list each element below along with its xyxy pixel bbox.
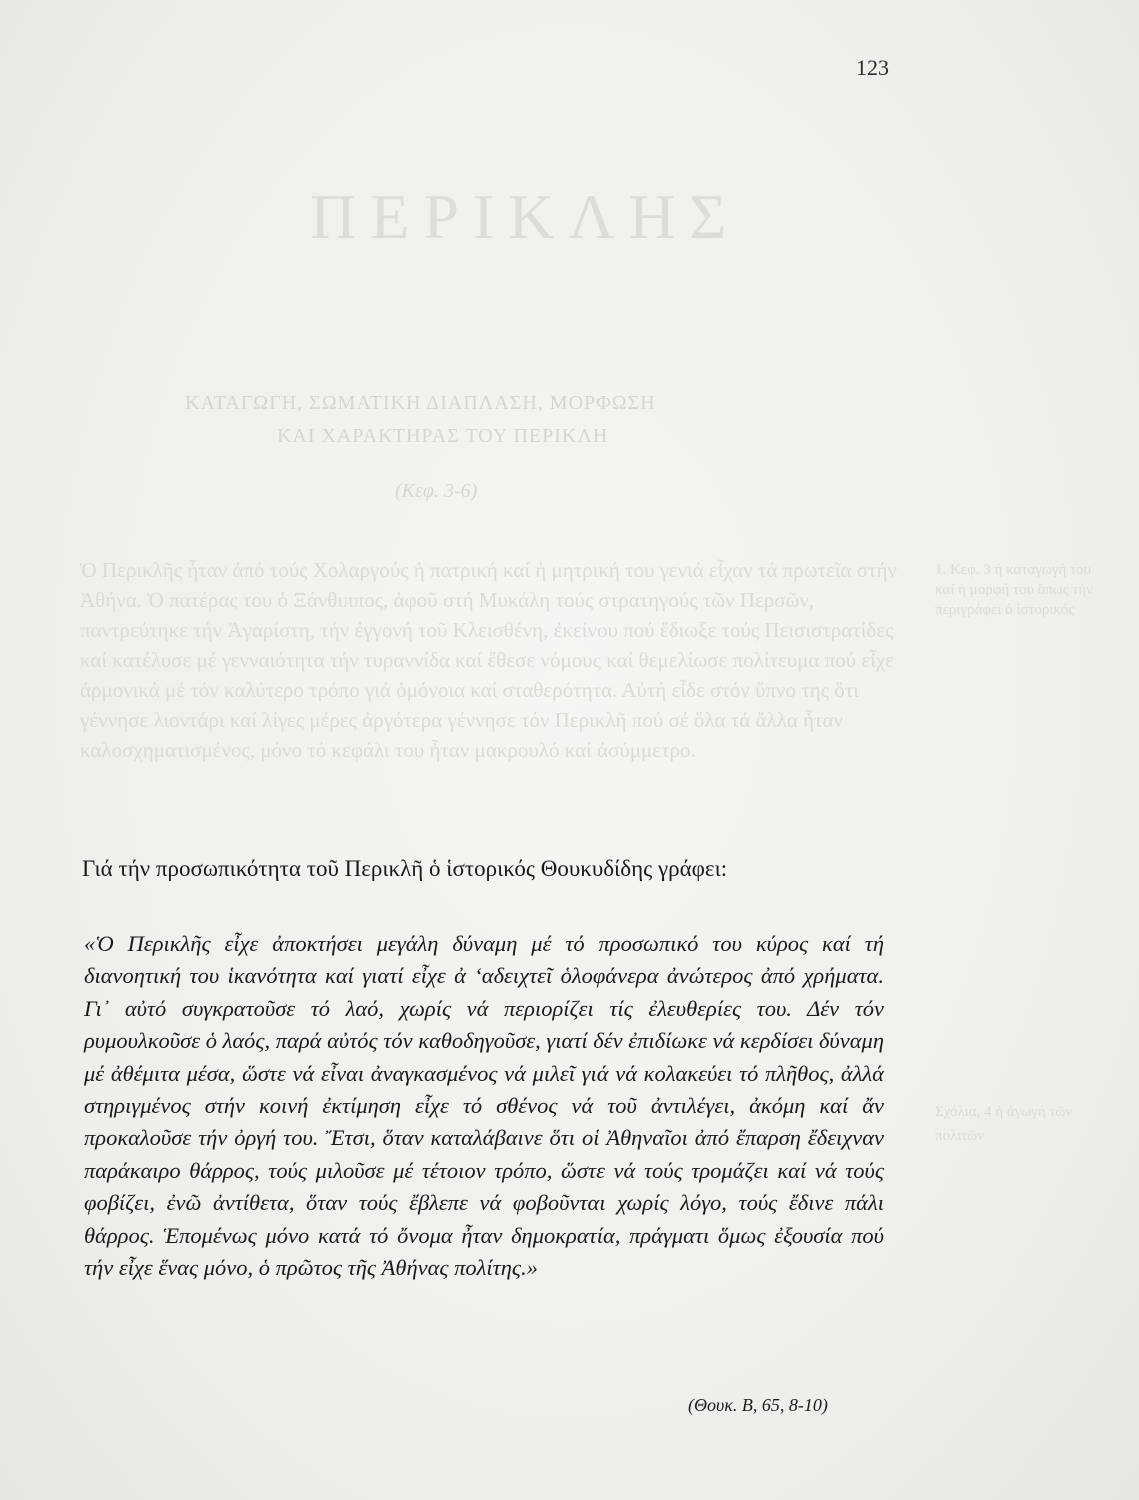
page-number: 123 bbox=[856, 55, 889, 80]
show-through-subtitle: ΚΑΤΑΓΩΓΗ, ΣΩΜΑΤΙΚΗ ΔΙΑΠΛΑΣΗ, ΜΟΡΦΩΣΗ bbox=[185, 392, 656, 414]
show-through-subtitle: ΚΑΙ ΧΑΡΑΚΤΗΡΑΣ ΤΟΥ ΠΕΡΙΚΛΗ bbox=[277, 425, 609, 447]
show-through-margin-note: 1. Κεφ. 3 ἡ καταγωγή του καί ἡ μορφή του ὅπως τήν περιγράφει ὁ ἱστορικός bbox=[935, 562, 1093, 618]
show-through-title: ΠΕΡΙΚΛΗΣ bbox=[310, 181, 741, 252]
quote-text: «Ὁ Περικλῆς εἶχε ἀποκτήσει μεγάλη δύναμη μέ τό προσωπικό του κύρος καί τή διανοητική του ἱκανότητα καί γιατί εἶχε ἀ ‘αδειχτεῖ ὁλοφάνερα ἀνώτερος ἀπό χρήματα. Γι᾽ αὐτό συγκρατοῦσε τό λαό, χωρίς νά περιορίζει τίς ἐλευθερίες του. Δέν τόν ρυμουλκοῦσε ὁ λαός, παρά αὐτός τόν καθοδηγοῦσε, γιατί δέν ἐπιδίωκε νά κερδίσει δύναμη μέ ἀθέμιτα μέσα, ὥστε νά εἶναι ἀναγκασμένος νά μιλεῖ γιά νά κολακεύει τό πλῆθος, ἀλλά στηριγμένος στήν κοινή ἐκτίμηση εἶχε τό σθένος νά τοῦ ἀντιλέγει, ἀκόμη καί ἄν προκαλοῦσε τήν ὀργή του. Ἔτσι, ὅταν καταλάβαινε ὅτι οἱ Ἀθηναῖοι ἀπό ἔπαρση ἔδειχναν παράκαιρο θάρρος, τούς μιλοῦσε μέ τέτοιον τρόπο, ὥστε νά τούς τρομάζει καί νά τούς φοβίζει, ἐνῶ ἀντίθετα, ὅταν τούς ἔβλεπε νά φοβοῦνται χωρίς λόγο, τούς ἔδινε πάλι θάρρος. Ἑπομένως μόνο κατά τό ὄνομα ἦταν δημοκρατία, πράγματι ὅμως ἐξουσία πού τήν εἶχε ἕνας μόνο, ὁ πρῶτος τῆς Ἀθήνας πολίτης.» bbox=[84, 931, 884, 1281]
intro-paragraph: Γιά τήν προσωπικότητα τοῦ Περικλῆ ὁ ἱστορικός Θουκυδίδης γράφει: bbox=[82, 856, 728, 881]
quote-citation: (Θουκ. Β, 65, 8-10) bbox=[688, 1395, 828, 1415]
show-through-margin-note: Σχόλια, 4 ἡ ἀγωγή τῶν πολιτῶν bbox=[935, 1104, 1073, 1144]
thucydides-quote bbox=[84, 928, 884, 1284]
show-through-chapter: (Κεφ. 3-6) bbox=[395, 480, 478, 502]
show-through-body: Ὁ Περικλῆς ἦταν ἀπό τούς Χολαργούς ἡ πατρική καί ἡ μητρική του γενιά εἶχαν τά πρωτεῖα στήν Ἀθήνα. Ὁ πατέρας του ὁ Ξάνθιππος, ἀφοῦ στή Μυκάλη τούς στρατηγούς τῶν Περσῶν, παντρεύτηκε τήν Ἀγαρίστη, τήν ἐγγονή τοῦ Κλεισθένη, ἐκείνου πού ἔδιωξε τούς Πεισιστρατίδες καί κατέλυσε μέ γενναιότητα τήν τυραννίδα καί ἔθεσε νόμους καί θεμελίωσε πολίτευμα πού εἶχε ἀρμονικά μέ τόν καλύτερο τρόπο γιά ὁμόνοια καί σταθερότητα. Αὐτή εἶδε στόν ὕπνο της ὅτι γέννησε λιοντάρι καί λίγες μέρες ἀργότερα γέννησε τόν Περικλῆ πού σέ ὅλα τά ἄλλα ἦταν καλοσχηματισμένος, μόνο τό κεφάλι του ἦταν μακρουλό καί ἀσύμμετρο. bbox=[80, 558, 897, 762]
